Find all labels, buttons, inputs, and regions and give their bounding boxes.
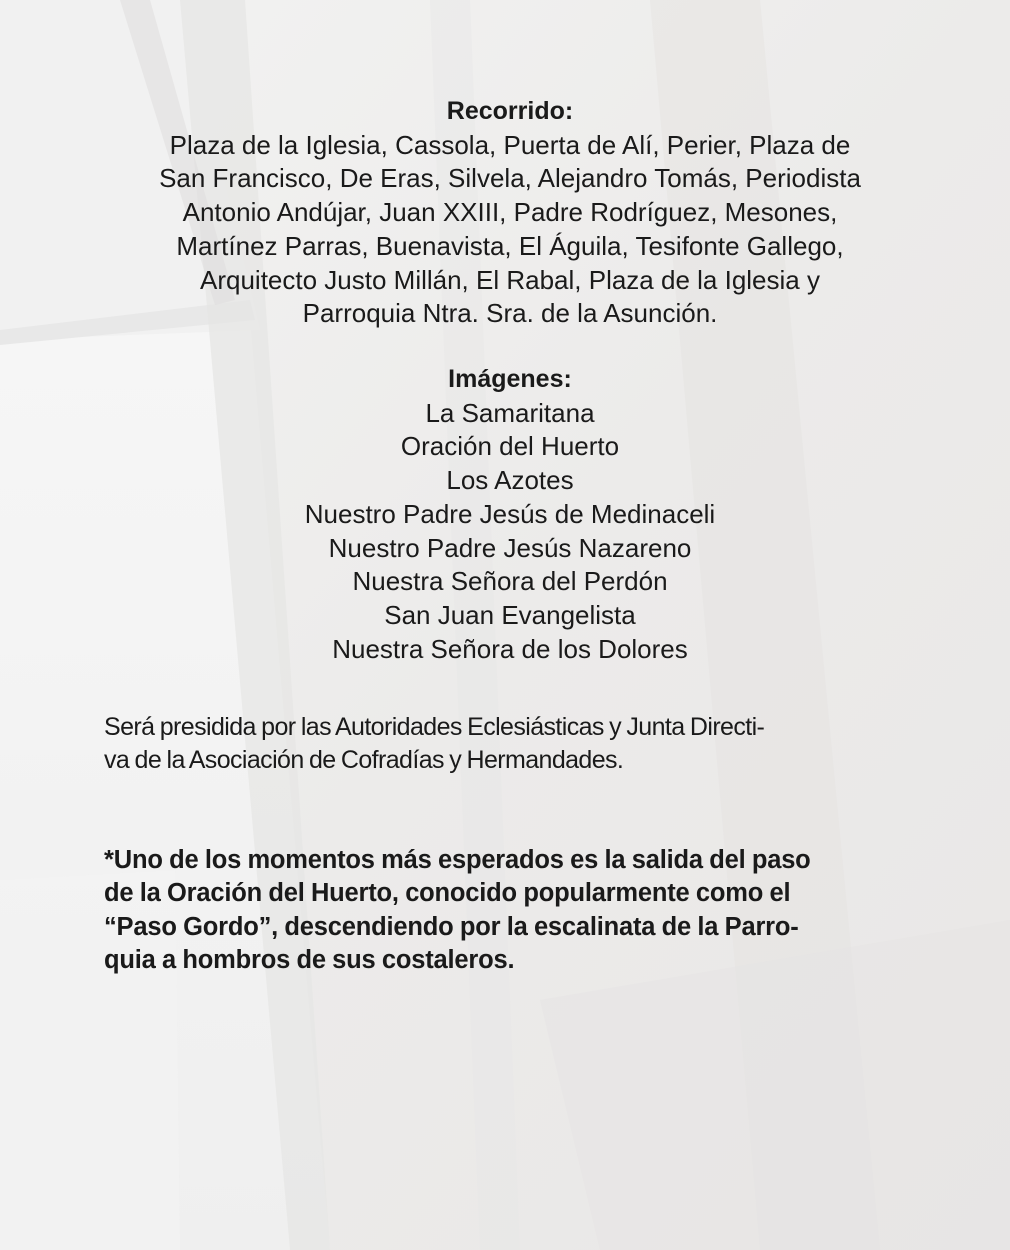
presided-line: Será presidida por las Autoridades Eclesiásticas y Junta Directi- [104,713,765,741]
note-line: *Uno de los momentos más esperados es la salida del paso [104,846,811,874]
image-item: La Samaritana [425,397,595,428]
route-section [100,95,920,331]
image-item: San Juan Evangelista [384,599,636,630]
image-item: Oración del Huerto [400,431,620,462]
presided-line: va de la Asociación de Cofradías y Hermandades. [104,746,624,774]
route-line: Martínez Parras, Buenavista, El Águila, Tesifonte Gallego, [176,230,844,261]
note-line: “Paso Gordo”, descendiendo por la escalinata de la Parro- [104,912,799,941]
route-line: Parroquia Ntra. Sra. de la Asunción. [302,298,718,329]
image-item: Nuestra Señora del Perdón [352,566,668,597]
route-heading: Recorrido: [446,97,574,125]
image-item: Nuestra Señora de los Dolores [332,633,688,664]
route-line: San Francisco, De Eras, Silvela, Alejandro Tomás, Periodista [159,163,861,194]
images-section [100,363,920,666]
images-heading: Imágenes: [448,365,572,393]
route-line: Arquitecto Justo Millán, El Rabal, Plaza de la Iglesia y [200,264,820,295]
route-line: Antonio Andújar, Juan XXIII, Padre Rodríguez, Mesones, [182,197,838,228]
note-line: quia a hombros de sus costaleros. [104,945,515,974]
route-line: Plaza de la Iglesia, Cassola, Puerta de Alí, Perier, Plaza de [169,129,851,160]
image-item: Nuestro Padre Jesús de Medinaceli [304,498,716,529]
note-line: de la Oración del Huerto, conocido popularmente como el [104,879,791,908]
image-item: Los Azotes [446,465,574,496]
highlight-note [104,844,926,977]
presided-paragraph [104,711,924,777]
images-list [100,397,920,667]
image-item: Nuestro Padre Jesús Nazareno [328,532,692,563]
